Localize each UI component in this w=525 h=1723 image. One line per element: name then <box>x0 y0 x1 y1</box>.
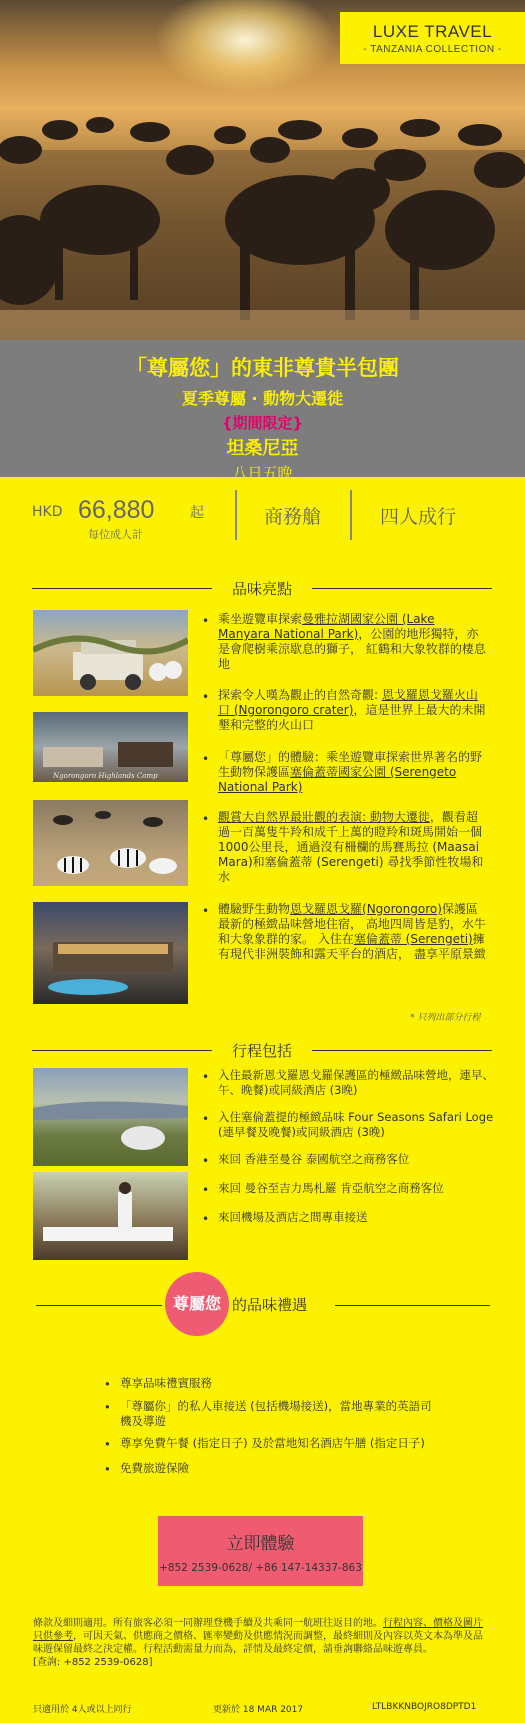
bush-dinner-photo <box>33 1172 188 1260</box>
headline-band <box>0 340 525 482</box>
inclusions-heading: 行程包括 <box>32 1040 492 1060</box>
price-currency: HKD <box>32 504 63 520</box>
highlight-item: 觀賞大自然界最壯觀的表演: 動物大遷徙，觀看超過一百萬隻牛羚和成千上萬的瞪羚和斑馬開始一個1000公里長，通過沒有柵欄的馬賽馬拉 (Maasai Mara)和塞倫蓋蒂 (Serengeti) 尋找季節性牧場和水 <box>218 810 484 884</box>
inclusion-item: 來回機場及酒店之間專車接送 <box>218 1210 368 1224</box>
zebra-migration-photo <box>33 800 188 886</box>
divider <box>235 490 237 540</box>
cta-label: 立即體驗 <box>226 1534 295 1554</box>
highlight-link[interactable]: 曼雅拉湖國家公園 (Lake Manyara National Park) <box>218 612 435 641</box>
group-size: 四人成行 <box>380 506 457 528</box>
divider <box>350 490 352 540</box>
brand-title: LUXE TRAVEL <box>372 22 493 41</box>
cabin-class: 商務艙 <box>264 506 322 528</box>
highlight-link[interactable]: 觀賞大自然界最壯觀的表演: 動物大遷徙 <box>218 810 430 824</box>
brand-logo <box>340 12 525 64</box>
highlight-item: 體驗野生動物恩戈羅恩戈羅(Ngorongoro)保護區最新的極緻品味營地住宿， 高地四周皆是豹，水牛和大象象群的家。 入住在塞倫蓋蒂 (Serengeti)擁有現代非洲裝飾和露天平台的酒店， 盡享平原景緻 <box>218 902 486 961</box>
footer-code: LTLBKKNBOJRO8DPTD1 <box>372 1702 477 1712</box>
highlight-link[interactable]: 塞倫蓋蒂 (Serengeti) <box>353 932 473 946</box>
divider <box>36 1305 162 1306</box>
footer-condition: 只適用於 4人或以上同行 <box>33 1705 132 1715</box>
highlight-link[interactable]: 恩戈羅恩戈羅(Ngorongoro) <box>290 902 442 916</box>
hero-image <box>0 0 525 340</box>
fine-print: 條款及細則適用。所有旅客必須一同辦理登機手續及共乘同一航班往返目的地。行程內容、價格及圖片只供參考，可因天氣、供應商之價格、匯率變動及供應情況而調整，最終細則及內容以英文本為準及品味遊保留最終之決定權。行程活動需量力而為，詳情及最終定價，請垂詢聯絡品味遊專員。 [查詢: +852 2539-0628] <box>33 1618 483 1668</box>
highlight-item: 「尊屬您」的體驗：乘坐遊覽車探索世界著名的野生動物保護區塞倫蓋蒂國家公園 (Serengeto National Park) <box>218 750 483 794</box>
cta-phone[interactable]: +852 2539-0628/ +86 147-14337-863 <box>159 1562 362 1574</box>
safari-vehicle-photo <box>33 610 188 696</box>
limited-tag: {期間限定} <box>221 414 304 432</box>
image-caption: Ngorongoro Highlands Camp <box>53 772 158 780</box>
highlight-item: 探索令人嘆為觀止的自然奇觀: 恩戈羅恩戈羅火山口 (Ngorongoro crater)，這是世界上最大的未開墾和完整的火山口 <box>218 688 486 732</box>
privilege-item: 尊享品味禮賓服務 <box>120 1376 212 1390</box>
brand-subtitle: - TANZANIA COLLECTION - <box>363 44 502 55</box>
inclusion-item: 來回 香港至曼谷 泰國航空之商務客位 <box>218 1152 410 1166</box>
price-note: 每位成人計 <box>88 528 143 541</box>
headline-title: 「尊屬您」的東非尊貴半包團 <box>126 356 399 380</box>
privilege-title: 的品味禮遇 <box>232 1296 308 1314</box>
privilege-item: 尊享免費午餐 (指定日子) 及於當地知名酒店午膳 (指定日子) <box>120 1436 425 1450</box>
crater-view-photo <box>33 1068 188 1166</box>
inclusion-item: 入住塞倫蓋提的極緻品味 Four Seasons Safari Loge (連早餐及晚餐)或同級酒店 (3晚) <box>218 1110 494 1139</box>
destination: 坦桑尼亞 <box>226 438 299 459</box>
highlight-link[interactable]: 恩戈羅恩戈羅火山口 (Ngorongoro crater) <box>218 688 478 717</box>
highlights-heading: 品味亮點 <box>32 578 492 598</box>
duration: 八日五晚 <box>232 464 293 482</box>
lodge-pool-photo <box>33 902 188 1004</box>
privilege-item: 「尊屬你」的私人車接送 (包括機場接送)，當地專業的英語司機及導遊 <box>120 1399 432 1428</box>
highlight-link[interactable]: 塞倫蓋蒂國家公園 (Serengeto National Park) <box>218 765 457 794</box>
inclusion-item: 來回 曼谷至吉力馬札羅 肯亞航空之商務客位 <box>218 1181 444 1195</box>
divider <box>335 1305 490 1306</box>
highlight-item: 乘坐遊覽車探索曼雅拉湖國家公園 (Lake Manyara National Park)，公園的地形獨特，亦是會爬樹乘涼歇息的獅子， 紅鶴和大象牧群的棲息地 <box>218 612 486 671</box>
privilege-item: 免費旅遊保險 <box>120 1461 189 1475</box>
footnote: * 只列出部分行程 <box>410 1013 481 1023</box>
enquiry-phone: [查詢: +852 2539-0628] <box>33 1657 153 1668</box>
inclusion-item: 入住最新恩戈羅恩戈羅保護區的極緻品味營地，連早、午、晚餐)或同級酒店 (3晚) <box>218 1068 494 1097</box>
fine-print-link[interactable]: 行程內容、價格及圖片只供參考 <box>33 1618 483 1642</box>
camp-interior-photo <box>33 712 188 782</box>
price-suffix: 起 <box>190 505 204 521</box>
wildebeest-herd-illustration <box>0 110 525 340</box>
cta-button[interactable] <box>158 1516 363 1586</box>
headline-subtitle: 夏季尊屬 · 動物大遷徙 <box>181 389 344 408</box>
price-amount: 66,880 <box>78 496 155 524</box>
privilege-badge: 尊屬您 <box>165 1272 229 1336</box>
price-row <box>0 484 525 544</box>
footer-updated: 更新於 18 MAR 2017 <box>213 1705 304 1715</box>
